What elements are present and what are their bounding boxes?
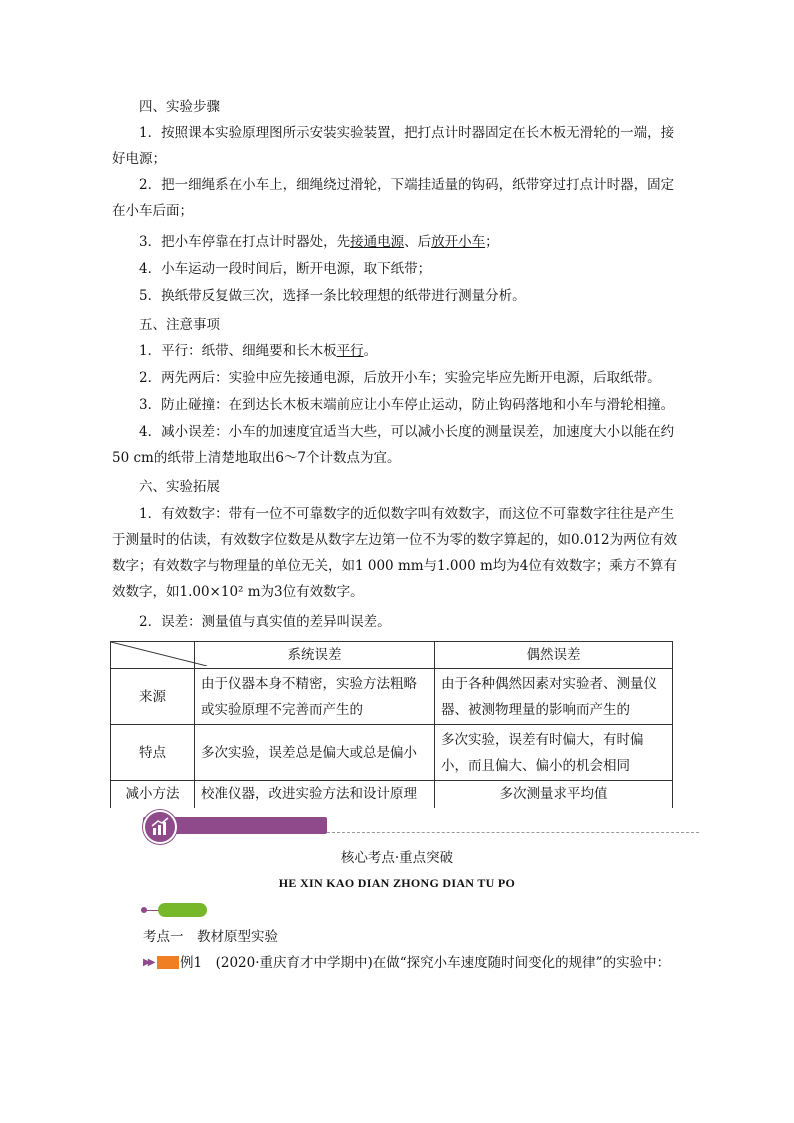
row-label-feature: 特点 [111, 725, 195, 781]
section6-heading: 六、实验拓展 [139, 479, 220, 495]
step-5: 5．换纸带反复做三次，选择一条比较理想的纸带进行测量分析。 [139, 288, 526, 304]
underline-release-car: 放开小车 [431, 234, 486, 250]
section4-heading: 四、实验步骤 [139, 99, 220, 115]
row-label-source: 来源 [111, 669, 195, 725]
cell-feature-systematic: 多次实验，误差总是偏大或总是偏小 [195, 725, 435, 781]
note-4: 4．减小误差：小车的加速度宜适当大些，可以减小长度的测量误差，加速度大小以能在约50 cm的纸带上清楚地取出6～7个计数点为宜。 [112, 424, 675, 466]
diagonal-header-cell [111, 642, 195, 669]
underline-parallel: 平行 [336, 343, 364, 359]
section5-heading: 五、注意事项 [139, 317, 220, 333]
step-4: 4．小车运动一段时间后，断开电源，取下纸带； [139, 261, 432, 277]
core-pinyin: HE XIN KAO DIAN ZHONG DIAN TU PO [278, 876, 516, 890]
double-arrow-icon: ▶▶ [143, 957, 153, 968]
core-title: 核心考点·重点突破 [340, 850, 454, 866]
note-3: 3．防止碰撞：在到达长木板末端前应让小车停止运动，防止钩码落地和小车与滑轮相撞。 [139, 397, 675, 413]
green-pill-label [158, 903, 207, 917]
chart-growth-icon [143, 810, 177, 844]
cell-source-systematic: 由于仪器本身不精密，实验方法粗略或实验原理不完善而产生的 [195, 669, 435, 725]
error-table [110, 641, 673, 808]
cell-source-random: 由于各种偶然因素对实验者、测量仪器、被测物理量的影响而产生的 [435, 669, 673, 725]
example-1: 例1 (2020·重庆育才中学期中)在做“探究小车速度随时间变化的规律”的实验中： [180, 955, 671, 971]
col-header-systematic: 系统误差 [195, 642, 435, 669]
kaodian-heading: 考点一 教材原型实验 [143, 929, 278, 945]
step-2: 2．把一细绳系在小车上，细绳绕过滑轮，下端挂适量的钩码，纸带穿过打点计时器，固定在小车后面； [112, 177, 675, 219]
cell-reduce-random: 多次测量求平均值 [435, 781, 673, 808]
col-header-random: 偶然误差 [435, 642, 673, 669]
extension-2: 2．误差：测量值与真实值的差异叫误差。 [139, 614, 391, 630]
banner-dashed-divider [327, 832, 699, 833]
note-2: 2．两先两后：实验中应先接通电源，后放开小车；实验完毕应先断开电源，后取纸带。 [139, 370, 661, 386]
step-3: 3．把小车停靠在打点计时器处，先接通电源、后放开小车； [139, 234, 499, 250]
row-label-reduce: 减小方法 [111, 781, 195, 808]
diagonal-line [111, 642, 207, 666]
extension-1: 1．有效数字：带有一位不可靠数字的近似数字叫有效数字，而这位不可靠数字往往是产生于测量时的估读，有效数字位数是从数字左边第一位不为零的数字算起的，如0.012为两位有效数字；有效数字与物理量的单位无关，如1 000 mm与1.000 m均为4位有效数字；乘方不算有效数字，如1.00×10² m为3位有效数字。 [112, 506, 678, 600]
step-1: 1．按照课本实验原理图所示安装实验装置，把打点计时器固定在长木板无滑轮的一端，接好电源； [112, 125, 675, 167]
cell-feature-random: 多次实验，误差有时偏大，有时偏小，而且偏大、偏小的机会相同 [435, 725, 673, 781]
example-orange-marker [157, 956, 179, 969]
note-1: 1．平行：纸带、细绳要和长木板平行。 [139, 343, 378, 359]
underline-power-on: 接通电源 [350, 234, 405, 250]
cell-reduce-systematic: 校准仪器，改进实验方法和设计原理 [195, 781, 435, 808]
